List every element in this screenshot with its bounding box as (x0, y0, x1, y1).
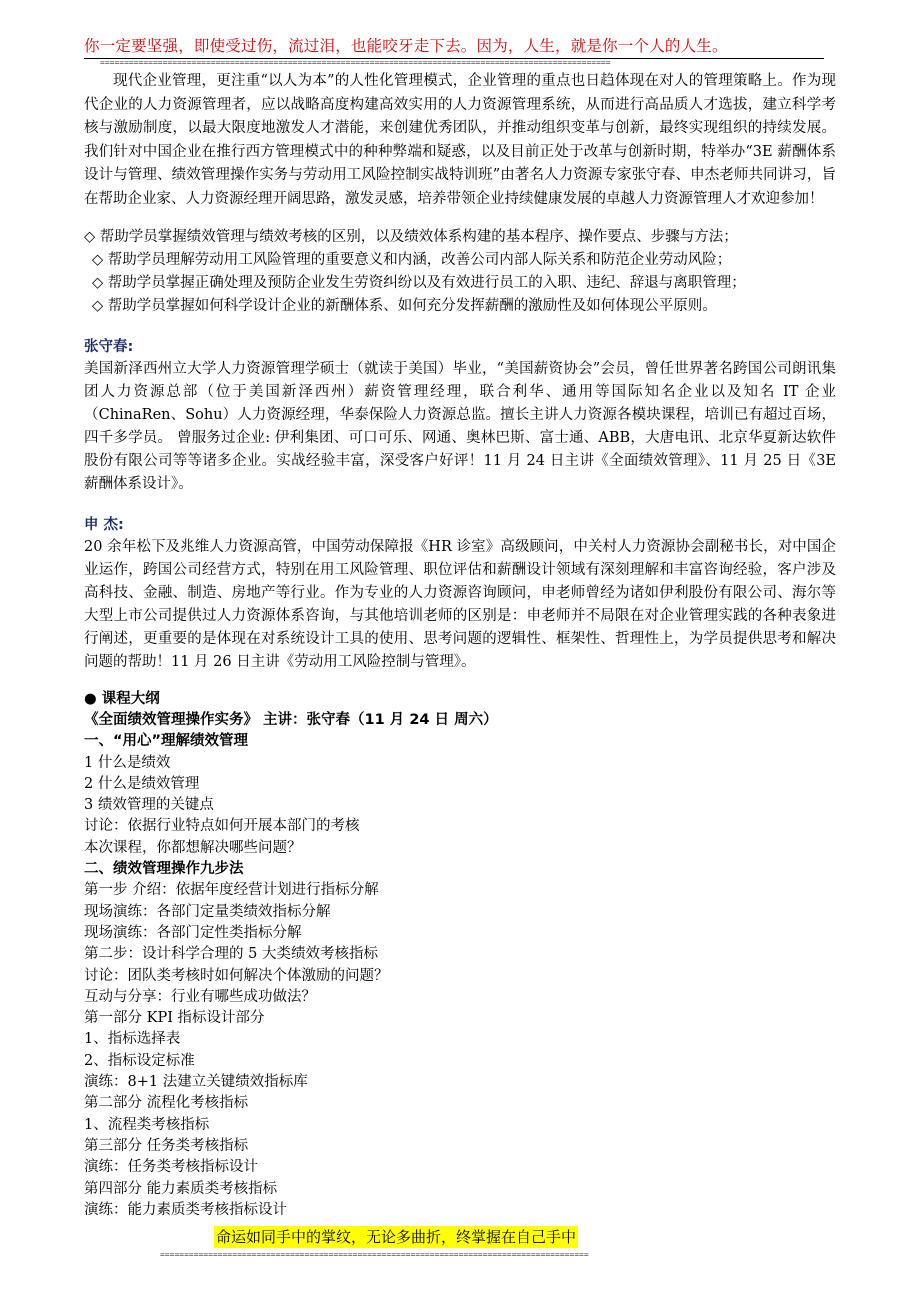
outline-line: 第二部分 流程化考核指标 (84, 1095, 249, 1112)
outline-line: 第一步 介绍：依据年度经营计划进行指标分解 (84, 882, 379, 899)
course-title: 《全面绩效管理操作实务》 主讲：张守春（11 月 24 日 周六） (84, 712, 498, 728)
outline-line: 3 绩效管理的关键点 (84, 797, 214, 814)
footer-separator: ========================================================================================= (160, 1250, 589, 1259)
outline-line: 讨论：团队类考核时如何解决个体激励的问题？ (84, 967, 389, 984)
outline-line: 演练：任务类考核指标设计 (84, 1159, 258, 1176)
objective-item: ◇ 帮助学员掌握正确处理及预防企业发生劳资纠纷以及有效进行员工的入职、违纪、辞退与离职管理； (92, 275, 746, 291)
outline-line: 一、“用心”理解绩效管理 (84, 733, 249, 750)
header-separator: ========================================================================================================== (100, 58, 611, 67)
lecturer-name-zhang: 张守春: (84, 339, 134, 355)
outline-line: 二、绩效管理操作九步法 (84, 861, 244, 878)
outline-line: 互动与分享：行业有哪些成功做法？ (84, 988, 316, 1005)
outline-line: 第一部分 KPI 指标设计部分 (84, 1010, 265, 1027)
outline-line: 2、指标设定标准 (84, 1052, 195, 1069)
outline-line: 第四部分 能力素质类考核指标 (84, 1180, 278, 1197)
objective-item: ◇ 帮助学员掌握如何科学设计企业的新酬体系、如何充分发挥薪酬的激励性及如何体现公平原则。 (92, 298, 717, 314)
intro-paragraph: 现代企业管理，更注重“以人为本”的人性化管理模式，企业管理的重点也日趋体现在对人的管理策略上。作为现代企业的人力资源管理者，应以战略高度构建高效实用的人力资源管理系统，从而进行高品质人才选拔，建立科学考核与激励制度，以最大限度地激发人才潜能，来创建优秀团队，并推动组织变革与创新，最终实现组织的持续发展。我们针对中国企业在推行西方管理模式中的种种弊端和疑惑，以及目前正处于改革与创新时期，特举办“3E 薪酬体系设计与管理、绩效管理操作实务与劳动用工风险控制实战特训班”由著名人力资源专家张守春、申杰老师共同讲习，旨在帮助企业家、人力资源经理开阔思路，激发灵感，培养带领企业持续健康发展的卓越人力资源管理人才欢迎参加！ (84, 73, 836, 207)
lecturer-name-shen: 申 杰: (84, 517, 124, 533)
footer-motto: 命运如同手中的掌纹，无论多曲折，终掌握在自己手中 (216, 1228, 577, 1246)
course-outline-heading: ● 课程大纲 (84, 691, 160, 707)
outline-line: 1 什么是绩效 (84, 754, 171, 771)
header-motto: 你一定要坚强，即使受过伤，流过泪，也能咬牙走下去。因为，人生，就是你一个人的人生。 (84, 37, 728, 55)
objective-item: ◇ 帮助学员理解劳动用工风险管理的重要意义和内涵，改善公司内部人际关系和防范企业劳动风险； (92, 252, 732, 268)
lecturer-bio-zhang: 美国新泽西州立大学人力资源管理学硕士（就读于美国）毕业，“美国薪资协会”会员，曾任世界著名跨国公司朗讯集团人力资源总部（位于美国新泽西州）薪资管理经理，联合利华、通用等国际知名企业以及知名 IT 企业（ChinaRen、Sohu）人力资源经理，华泰保险人力资源总监。擅长主讲人力资源各模块课程，培训已有超过百场，四千多学员。 曾服务过企业: 伊利集团、可口可乐、网通、奥林巴斯、富士通、ABB，大唐电讯、北京华夏新达软件股份有限公司等等诸多企业。实战经验丰富，深受客户好评！11 月 24 日主讲《全面绩效管理》、11 月 25 日《3E 薪酬体系设计》。 (84, 361, 836, 492)
lecturer-bio-shen: 20 余年松下及兆维人力资源高管，中国劳动保障报《HR 诊室》高级顾问，中关村人力资源协会副秘书长，对中国企业运作，跨国公司经营方式，特别在用工风险管理、职位评估和薪酬设计领域有深刻理解和丰富咨询经验，客户涉及高科技、金融、制造、房地产等行业。作为专业的人力资源咨询顾问，申老师曾经为诸如伊利股份有限公司、海尔等大型上市公司提供过人力资源体系咨询，与其他培训老师的区别是：申老师并不局限在对企业管理实践的各种表象进行阐述，更重要的是体现在对系统设计工具的使用、思考问题的逻辑性、框架性、哲理性上，为学员提供思考和解决问题的帮助！11 月 26 日主讲《劳动用工风险控制与管理》。 (84, 539, 836, 670)
outline-line: 第三部分 任务类考核指标 (84, 1137, 249, 1154)
course-outline (84, 710, 836, 1221)
objectives-list (84, 226, 836, 318)
outline-line: 演练：能力素质类考核指标设计 (84, 1201, 287, 1218)
outline-line: 讨论：依据行业特点如何开展本部门的考核 (84, 818, 360, 835)
outline-line: 现场演练：各部门定量类绩效指标分解 (84, 903, 331, 920)
outline-line: 演练：8+1 法建立关键绩效指标库 (84, 1074, 308, 1091)
outline-line: 第二步：设计科学合理的 5 大类绩效考核指标 (84, 946, 378, 963)
outline-line: 1、指标选择表 (84, 1031, 181, 1048)
outline-line: 本次课程，你都想解决哪些问题？ (84, 839, 302, 856)
outline-line: 1、流程类考核指标 (84, 1116, 210, 1133)
objective-item: ◇ 帮助学员掌握绩效管理与绩效考核的区别，以及绩效体系构建的基本程序、操作要点、步骤与方法； (84, 229, 738, 245)
document-body (84, 70, 836, 1221)
outline-line: 现场演练：各部门定性类指标分解 (84, 924, 302, 941)
outline-line: 2 什么是绩效管理 (84, 775, 200, 792)
